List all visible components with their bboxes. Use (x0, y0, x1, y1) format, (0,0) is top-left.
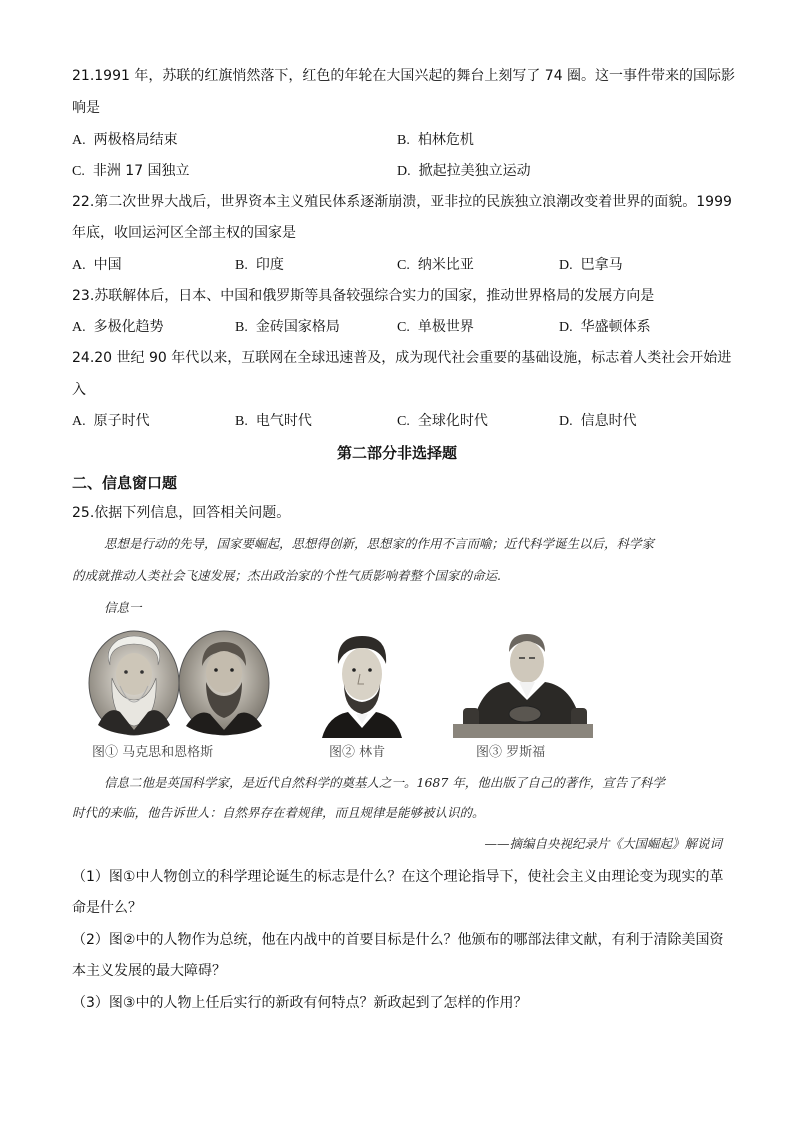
q25-quote-line2: 的成就推动人类社会飞速发展；杰出政治家的个性气质影响着整个国家的命运. (72, 568, 501, 583)
q24-option-a[interactable]: A. 原子时代 (72, 413, 150, 429)
q24-option-b[interactable]: B. 电气时代 (235, 413, 312, 429)
q22-option-c[interactable]: C. 纳米比亚 (397, 257, 474, 273)
caption-lincoln: 图② 林肯 (329, 745, 386, 760)
q25-intro: 25.依据下列信息，回答相关问题。 (72, 505, 291, 521)
q21-stem-line1: 21.1991 年，苏联的红旗悄然落下，红色的年轮在大国兴起的舞台上刻写了 74 圈。这一事件带来的国际影 (72, 68, 736, 84)
part2-title: 第二部分非选择题 (336, 444, 457, 462)
section2-title: 二、信息窗口题 (72, 474, 178, 492)
info1-label: 信息一 (104, 600, 142, 615)
q22-option-d[interactable]: D. 巴拿马 (559, 257, 623, 273)
q21-stem-line2: 响是 (72, 100, 100, 116)
q24-stem-line1: 24.20 世纪 90 年代以来，互联网在全球迅速普及，成为现代社会重要的基础设施，标志着人类社会开始进 (72, 350, 732, 366)
q25-sub2-line2: 本主义发展的最大障碍？ (72, 963, 226, 979)
q24-option-d[interactable]: D. 信息时代 (559, 413, 637, 429)
info2-line2: 时代的来临，他告诉世人：自然界存在着规律，而且规律是能够被认识的。 (72, 805, 485, 820)
q23-option-b[interactable]: B. 金砖国家格局 (235, 319, 340, 335)
marx-portrait-image (88, 630, 180, 736)
q22-stem-line1: 22.第二次世界大战后，世界资本主义殖民体系逐渐崩溃，亚非拉的民族独立浪潮改变着世界的面貌。1999 (72, 194, 732, 210)
q24-stem-line2: 入 (72, 382, 86, 398)
q21-option-c[interactable]: C. 非洲 17 国独立 (72, 163, 190, 179)
q21-option-b[interactable]: B. 柏林危机 (397, 132, 474, 148)
q22-option-b[interactable]: B. 印度 (235, 257, 284, 273)
caption-roosevelt: 图③ 罗斯福 (476, 745, 546, 760)
q25-quote-line1: 思想是行动的先导，国家要崛起，思想得创新，思想家的作用不言而喻；近代科学诞生以后，科学家 (104, 536, 655, 551)
q22-option-a[interactable]: A. 中国 (72, 257, 122, 273)
q22-stem-line2: 年底，收回运河区全部主权的国家是 (72, 225, 296, 241)
engels-portrait-image (178, 630, 270, 736)
roosevelt-portrait-image (453, 630, 593, 738)
q23-stem-line1: 23.苏联解体后，日本、中国和俄罗斯等具备较强综合实力的国家，推动世界格局的发展方向是 (72, 288, 655, 304)
caption-marx-engels: 图① 马克思和恩格斯 (92, 745, 214, 760)
q23-option-d[interactable]: D. 华盛顿体系 (559, 319, 651, 335)
lincoln-portrait-image (320, 630, 404, 738)
q25-sub1-line1: （1）图①中人物创立的科学理论诞生的标志是什么？在这个理论指导下，使社会主义由理论变为现实的革 (72, 869, 724, 885)
q25-sub3-line1: （3）图③中的人物上任后实行的新政有何特点？新政起到了怎样的作用？ (72, 995, 528, 1011)
source-citation: ——摘编自央视纪录片《大国崛起》解说词 (484, 836, 722, 851)
info2-line1: 信息二他是英国科学家，是近代自然科学的奠基人之一。1687 年，他出版了自己的著作，宣告了科学 (104, 775, 665, 790)
q24-option-c[interactable]: C. 全球化时代 (397, 413, 488, 429)
q23-option-a[interactable]: A. 多极化趋势 (72, 319, 164, 335)
q21-option-d[interactable]: D. 掀起拉美独立运动 (397, 163, 531, 179)
q25-sub1-line2: 命是什么？ (72, 900, 142, 916)
q25-sub2-line1: （2）图②中的人物作为总统，他在内战中的首要目标是什么？他颁布的哪部法律文献，有利于清除美国资 (72, 932, 724, 948)
q21-option-a[interactable]: A. 两极格局结束 (72, 132, 178, 148)
q23-option-c[interactable]: C. 单极世界 (397, 319, 474, 335)
